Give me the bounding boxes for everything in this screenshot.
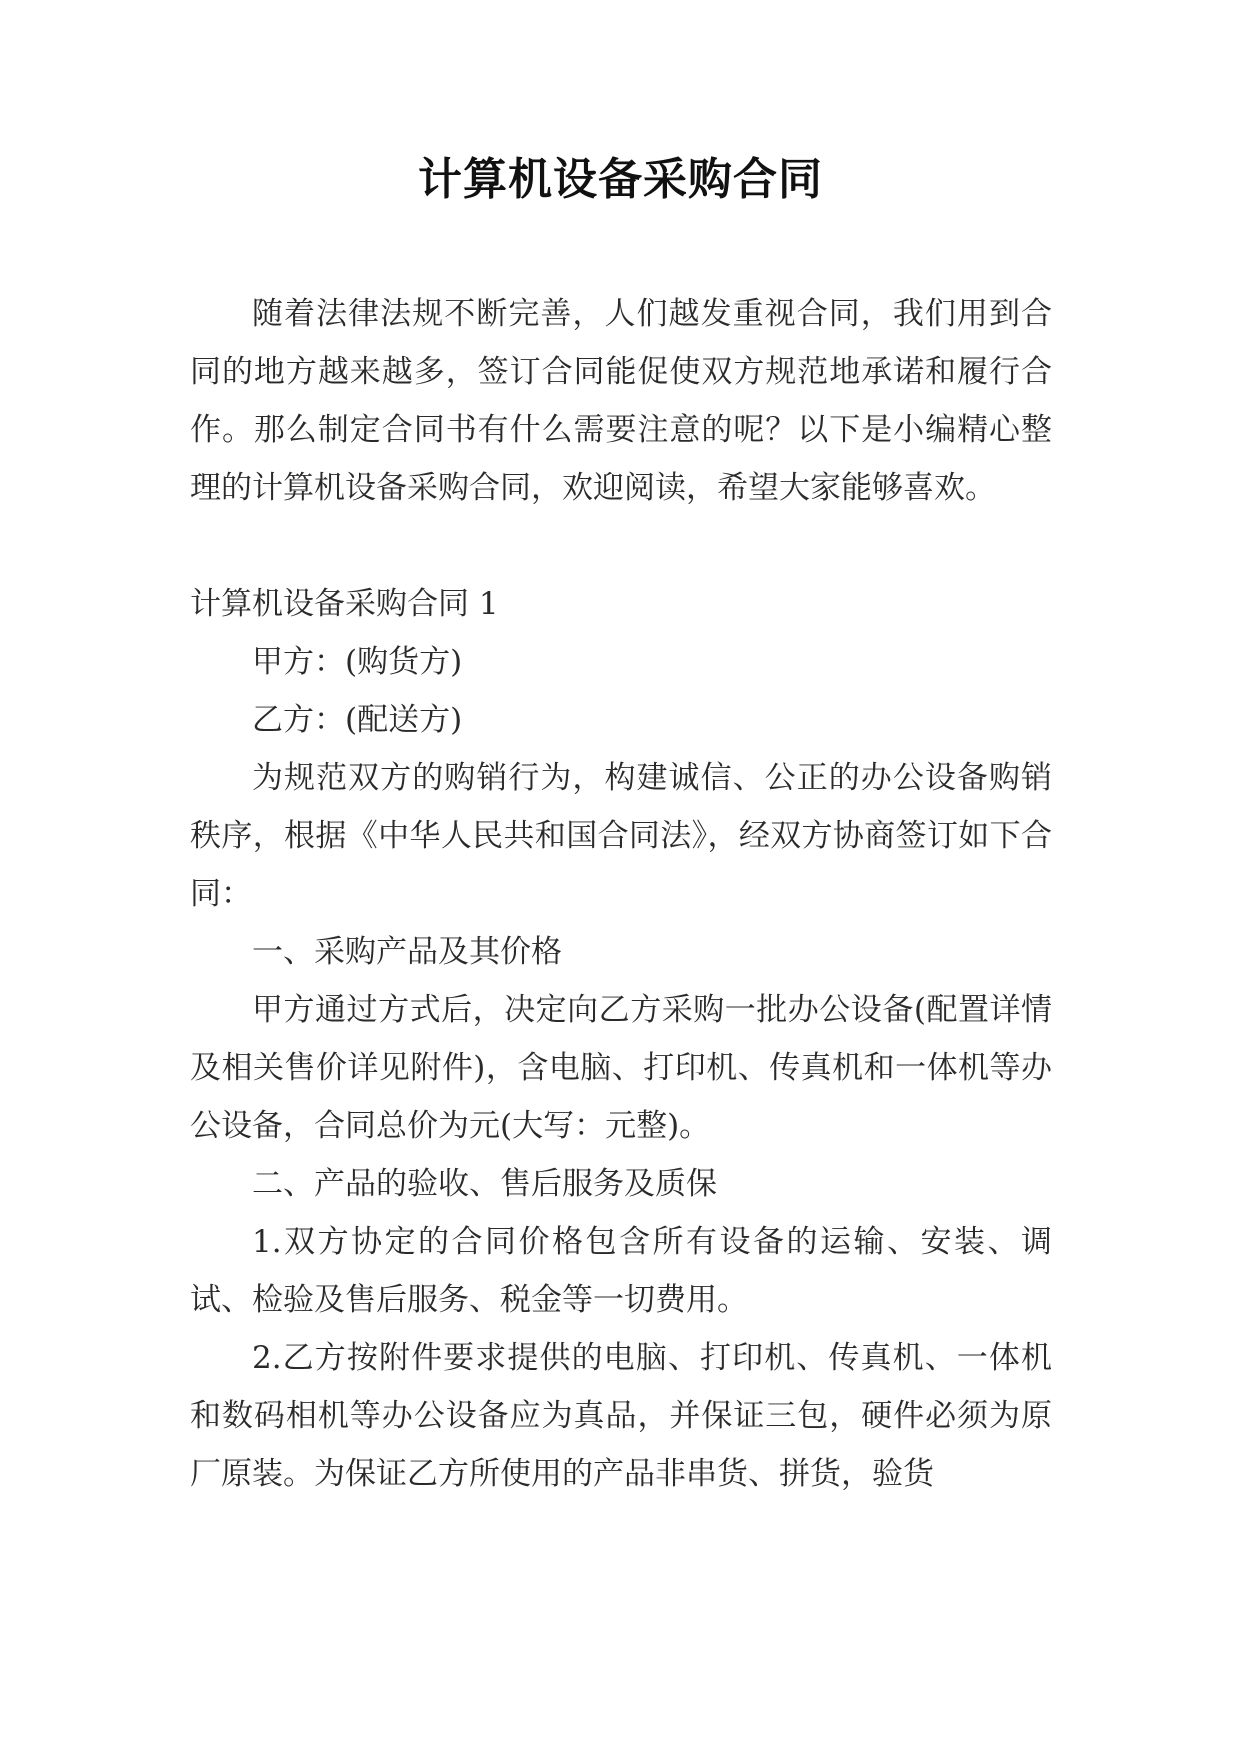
section-2-title: 二、产品的验收、售后服务及质保 bbox=[252, 1166, 717, 1202]
document-title: 计算机设备采购合同 bbox=[418, 154, 823, 205]
section-1-title: 一、采购产品及其价格 bbox=[252, 934, 562, 970]
section-1-body: 甲方通过方式后，决定向乙方采购一批办公设备(配置详情及相关售价详见附件)，含电脑、打印机、传真机和一体机等办公设备，合同总价为元(大写：元整)。 bbox=[190, 992, 1052, 1144]
section-2-item-1: 1.双方协定的合同价格包含所有设备的运输、安装、调试、检验及售后服务、税金等一切费用。 bbox=[190, 1224, 1052, 1318]
party-a-line: 甲方：(购货方) bbox=[252, 644, 463, 680]
paragraph-spacer bbox=[190, 517, 1052, 575]
contract-heading: 计算机设备采购合同 1 bbox=[190, 586, 499, 622]
document-body bbox=[190, 285, 1052, 1503]
section-2-item-2: 2.乙方按附件要求提供的电脑、打印机、传真机、一体机和数码相机等办公设备应为真品，并保证三包，硬件必须为原厂原装。为保证乙方所使用的产品非串货、拼货，验货 bbox=[190, 1340, 1052, 1492]
intro-paragraph: 随着法律法规不断完善，人们越发重视合同，我们用到合同的地方越来越多，签订合同能促使双方规范地承诺和履行合作。那么制定合同书有什么需要注意的呢？以下是小编精心整理的计算机设备采购合同，欢迎阅读，希望大家能够喜欢。 bbox=[190, 296, 1052, 506]
preamble-paragraph: 为规范双方的购销行为，构建诚信、公正的办公设备购销秩序，根据《中华人民共和国合同法》，经双方协商签订如下合同： bbox=[190, 760, 1052, 912]
party-b-line: 乙方：(配送方) bbox=[252, 702, 463, 738]
